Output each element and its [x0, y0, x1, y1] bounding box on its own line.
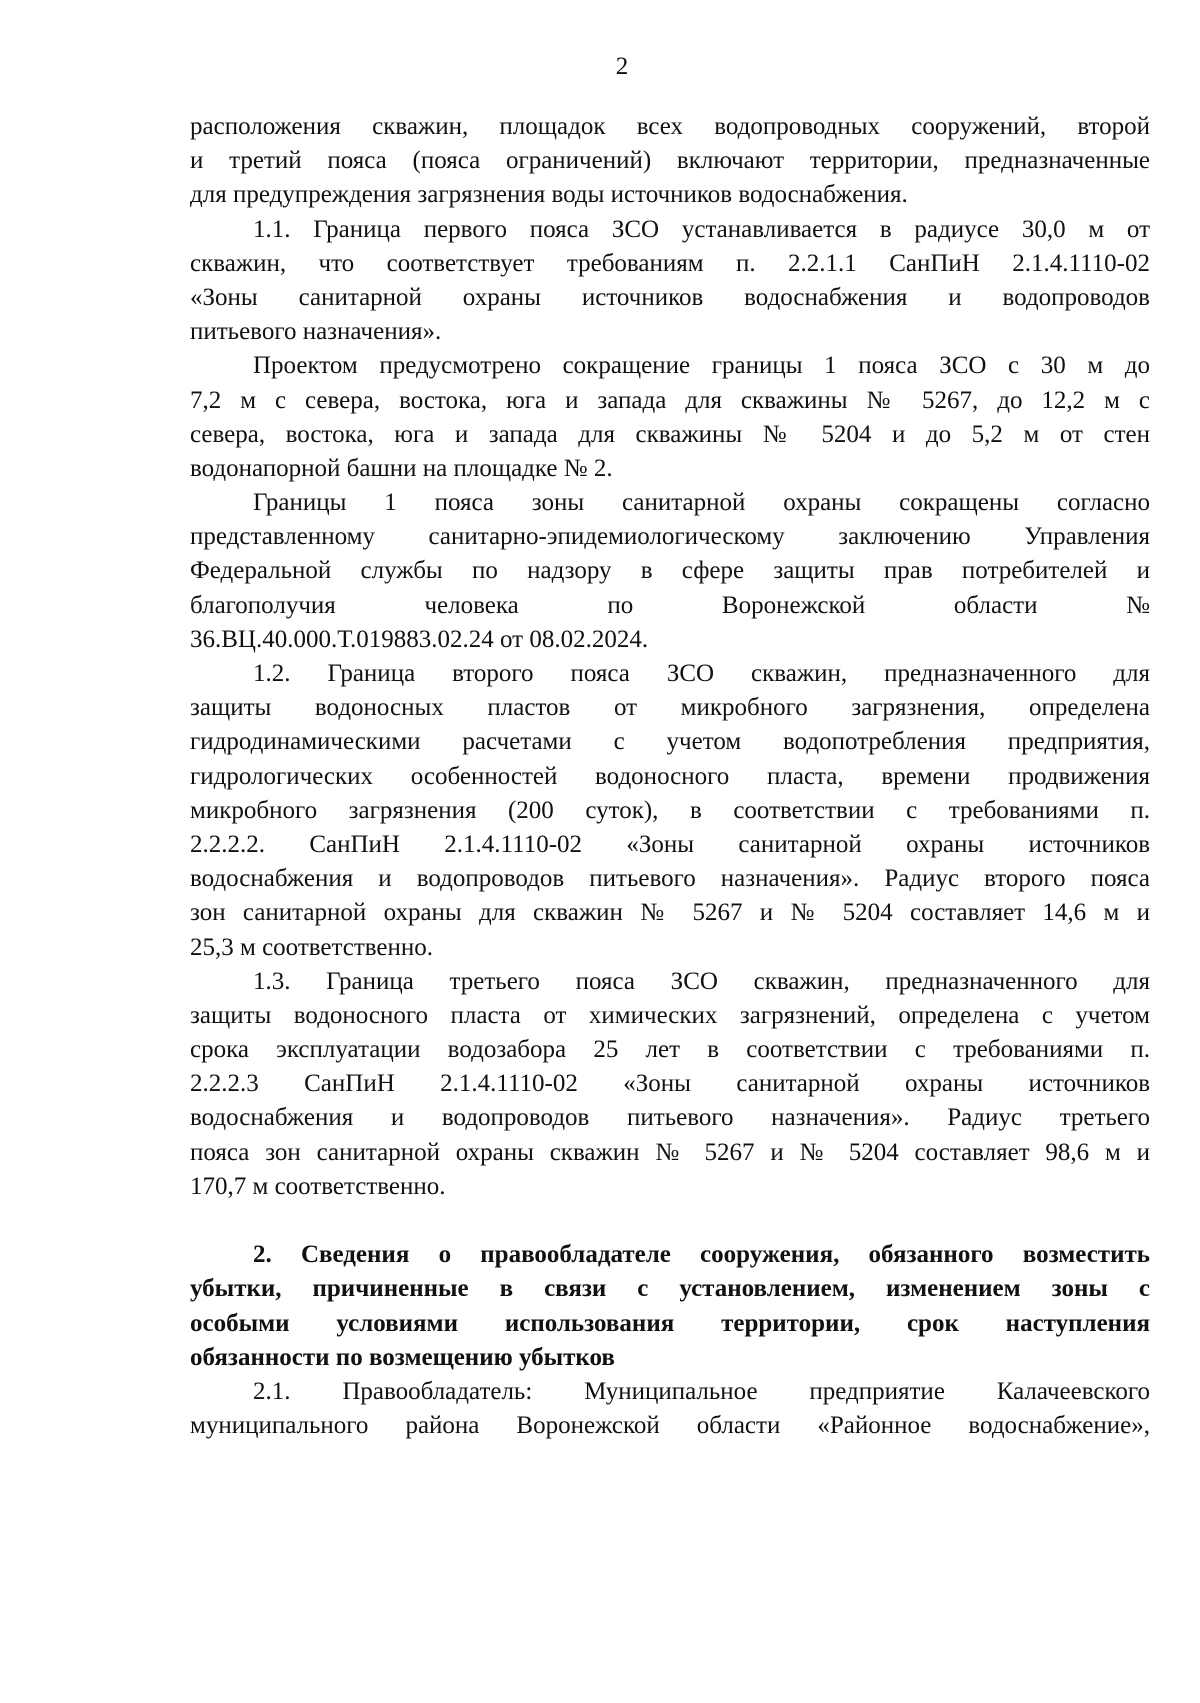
- paragraph-line: 1.2. Граница второго пояса ЗСО скважин, предназначенного для: [253, 660, 1150, 687]
- paragraph-1-1: [190, 213, 1150, 350]
- document-body: [190, 110, 1150, 1443]
- paragraph-sanitary-conclusion: [190, 486, 1150, 657]
- paragraph-line: защиты водоносного пласта от химических загрязнений, определена с учетом: [190, 1001, 1150, 1029]
- paragraph-line: 170,7 м соответственно.: [190, 1172, 446, 1200]
- paragraph-line: Проектом предусмотрено сокращение границы 1 пояса ЗСО с 30 м до: [253, 352, 1150, 380]
- paragraph-line: 2.2.2.3 СанПиН 2.1.4.1110-02 «Зоны санитарной охраны источников: [190, 1070, 1150, 1098]
- paragraph-line: 1.1. Граница первого пояса ЗСО устанавливается в радиусе 30,0 м от: [253, 215, 1150, 243]
- paragraph-line: 25,3 м соответственно.: [190, 933, 434, 961]
- paragraph-line: питьевого назначения».: [190, 318, 442, 346]
- paragraph-line: севера, востока, юга и запада для скважины № 5204 и до 5,2 м от стен: [190, 420, 1150, 448]
- heading-line: 2. Сведения о правообладателе сооружения, обязанного возместить: [253, 1241, 1150, 1269]
- paragraph-line: расположения скважин, площадок всех водопроводных сооружений, второй: [190, 113, 1150, 140]
- paragraph-line: Границы 1 пояса зоны санитарной охраны сокращены согласно: [253, 489, 1150, 517]
- paragraph-line: микробного загрязнения (200 суток), в соответствии с требованиями п.: [190, 796, 1150, 824]
- paragraph-line: Федеральной службы по надзору в сфере защиты прав потребителей и: [190, 557, 1150, 585]
- paragraph-zone-belts-continuation: [190, 110, 1150, 213]
- paragraph-line: для предупреждения загрязнения воды источников водоснабжения.: [190, 181, 908, 209]
- paragraph-line: 2.1. Правообладатель: Муниципальное предприятие Калачеевского: [253, 1377, 1150, 1405]
- blank-line-spacer: [190, 1204, 1150, 1238]
- paragraph-line: 1.3. Граница третьего пояса ЗСО скважин, предназначенного для: [253, 967, 1150, 995]
- paragraph-line: скважин, что соответствует требованиям п. 2.2.1.1 СанПиН 2.1.4.1110-02: [190, 249, 1150, 277]
- paragraph-line: и третий пояса (пояса ограничений) включают территории, предназначенные: [190, 147, 1150, 175]
- paragraph-line: гидрологических особенностей водоносного пласта, времени продвижения: [190, 762, 1150, 790]
- paragraph-line: водонапорной башни на площадке № 2.: [190, 454, 613, 482]
- paragraph-line: срока эксплуатации водозабора 25 лет в соответствии с требованиями п.: [190, 1036, 1150, 1064]
- paragraph-line: гидродинамическими расчетами с учетом водопотребления предприятия,: [190, 728, 1150, 756]
- section-2-heading: [190, 1238, 1150, 1375]
- paragraph-line: муниципального района Воронежской области «Районное водоснабжение»,: [190, 1412, 1150, 1440]
- paragraph-line: зон санитарной охраны для скважин № 5267 и № 5204 составляет 14,6 м и: [190, 899, 1150, 927]
- paragraph-line: «Зоны санитарной охраны источников водоснабжения и водопроводов: [190, 283, 1150, 311]
- paragraph-line: представленному санитарно-эпидемиологическому заключению Управления: [190, 523, 1150, 551]
- paragraph-line: пояса зон санитарной охраны скважин № 5267 и № 5204 составляет 98,6 м и: [190, 1138, 1150, 1166]
- heading-line: убытки, причиненные в связи с установлением, изменением зоны с: [190, 1275, 1150, 1303]
- paragraph-line: защиты водоносных пластов от микробного загрязнения, определена: [190, 694, 1150, 722]
- paragraph-line: благополучия человека по Воронежской области №: [190, 591, 1150, 619]
- paragraph-line: 36.ВЦ.40.000.Т.019883.02.24 от 08.02.2024.: [190, 625, 649, 653]
- paragraph-line: водоснабжения и водопроводов питьевого назначения». Радиус второго пояса: [190, 865, 1150, 893]
- paragraph-2-1: [190, 1375, 1150, 1443]
- paragraph-border-reduction: [190, 349, 1150, 486]
- paragraph-1-2: [190, 657, 1150, 965]
- heading-line: особыми условиями использования территории, срок наступления: [190, 1309, 1150, 1337]
- paragraph-1-3: [190, 965, 1150, 1204]
- page-number: 2: [615, 53, 629, 80]
- paragraph-line: водоснабжения и водопроводов питьевого назначения». Радиус третьего: [190, 1104, 1150, 1132]
- heading-line: обязанности по возмещению убытков: [190, 1343, 615, 1371]
- paragraph-line: 2.2.2.2. СанПиН 2.1.4.1110-02 «Зоны санитарной охраны источников: [190, 830, 1150, 858]
- paragraph-line: 7,2 м с севера, востока, юга и запада для скважины № 5267, до 12,2 м с: [190, 386, 1150, 414]
